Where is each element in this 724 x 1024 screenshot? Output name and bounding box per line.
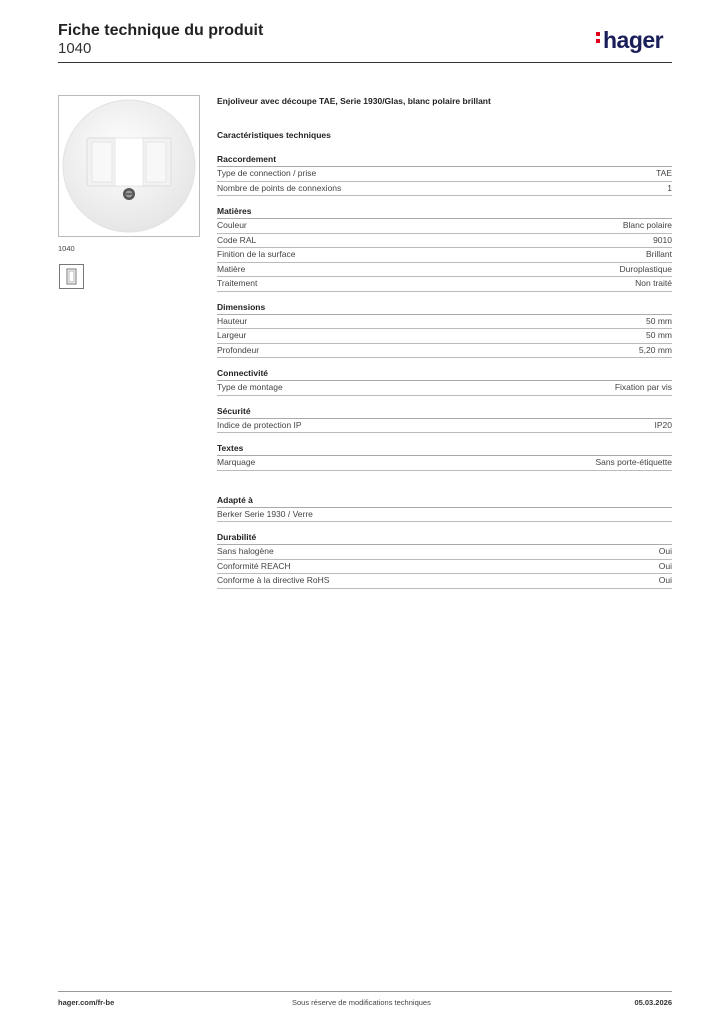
group-securite: [217, 406, 672, 434]
footer-divider: [58, 991, 672, 992]
characteristics-heading: Caractéristiques techniques: [217, 130, 331, 140]
logo-dots-icon: [596, 29, 601, 46]
product-image: [58, 95, 200, 237]
group-matieres: [217, 206, 672, 292]
spec-row: Largeur 50 mm: [217, 329, 672, 344]
product-number: 1040: [58, 40, 92, 57]
spec-row: Conformité REACH Oui: [217, 560, 672, 575]
product-thumbnail[interactable]: [59, 264, 84, 289]
image-caption: 1040: [58, 244, 75, 253]
group-raccordement: [217, 154, 672, 196]
spec-row: Hauteur 50 mm: [217, 315, 672, 330]
spec-row: Type de montage Fixation par vis: [217, 381, 672, 396]
spec-row: Couleur Blanc polaire: [217, 219, 672, 234]
spec-row: Profondeur 5,20 mm: [217, 344, 672, 359]
hager-logo: hager: [596, 27, 663, 54]
group-title: Textes: [217, 443, 672, 456]
group-title: Dimensions: [217, 302, 672, 315]
plate-thumbnail-icon: [60, 265, 83, 288]
header-divider: [58, 62, 672, 63]
spec-row: Matière Duroplastique: [217, 263, 672, 278]
group-title: Matières: [217, 206, 672, 219]
spec-row: Sans halogène Oui: [217, 545, 672, 560]
spec-row: Type de connection / prise TAE: [217, 167, 672, 182]
spec-row: Marquage Sans porte-étiquette: [217, 456, 672, 471]
spec-row: Indice de protection IP IP20: [217, 419, 672, 434]
footer-website[interactable]: hager.com/fr-be: [58, 998, 115, 1007]
group-connectivite: [217, 368, 672, 396]
spec-row: Traitement Non traité: [217, 277, 672, 292]
footer-disclaimer: Sous réserve de modifications techniques: [292, 998, 431, 1007]
group-title: Connectivité: [217, 368, 672, 381]
spec-row: Berker Serie 1930 / Verre: [217, 508, 672, 523]
group-dimensions: [217, 302, 672, 359]
group-title: Adapté à: [217, 495, 672, 508]
group-title: Sécurité: [217, 406, 672, 419]
footer-date: 05.03.2026: [634, 998, 672, 1007]
spec-row: Code RAL 9010: [217, 234, 672, 249]
group-title: Durabilité: [217, 532, 672, 545]
group-textes: [217, 443, 672, 471]
spec-row: Nombre de points de connexions 1: [217, 182, 672, 197]
spec-content: [217, 96, 672, 589]
spec-row: Conforme à la directive RoHS Oui: [217, 574, 672, 589]
spec-row: Finition de la surface Brillant: [217, 248, 672, 263]
product-title: Enjoliveur avec découpe TAE, Serie 1930/Glas, blanc polaire brillant: [217, 96, 491, 106]
group-adapte: [217, 495, 672, 523]
group-durabilite: [217, 532, 672, 589]
group-title: Raccordement: [217, 154, 672, 167]
page-title: Fiche technique du produit: [58, 22, 264, 39]
cover-plate-icon: [59, 96, 199, 236]
